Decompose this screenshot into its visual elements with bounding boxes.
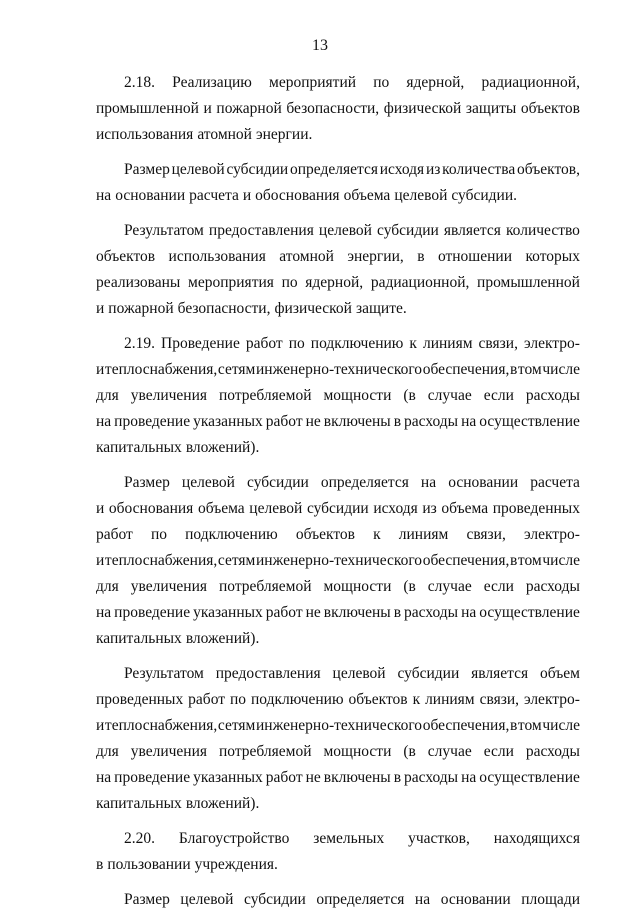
text-line (96, 600, 580, 626)
word: осуществление (479, 604, 580, 621)
word: определяется (320, 474, 409, 491)
word: включены (323, 413, 391, 430)
word: отношении (437, 248, 513, 265)
word: целевой (181, 474, 235, 491)
word: (в (403, 578, 416, 595)
word: Размер (124, 161, 170, 178)
word: расходы (525, 387, 580, 404)
word: определяется (290, 161, 378, 178)
word: целевой (180, 891, 234, 908)
word: ядерной, (305, 274, 364, 291)
word: объектов (295, 526, 355, 543)
word: сетям (217, 361, 256, 378)
word: и (96, 361, 105, 378)
word: обоснования (108, 500, 194, 517)
word: теплоснабжения, (104, 717, 218, 734)
word: случае (427, 743, 472, 760)
word: объектов (96, 248, 156, 265)
word: в (393, 413, 402, 430)
word: радиационной, (370, 274, 470, 291)
word: объем (540, 665, 580, 682)
word: по (281, 274, 298, 291)
text-line (96, 852, 580, 878)
word: атомной (197, 126, 252, 143)
text-line (96, 122, 580, 148)
word: безопасности, (286, 100, 380, 117)
word: для (96, 743, 119, 760)
word: земельных (313, 830, 385, 847)
word: линиям (422, 335, 473, 352)
text-line (96, 96, 580, 122)
word: основании (448, 474, 519, 491)
word: объектов (520, 100, 580, 117)
word: субсидии (306, 500, 369, 517)
word: линиям (425, 691, 475, 708)
word: Размер (124, 891, 170, 908)
text-line (96, 157, 580, 183)
word: Результатом (124, 222, 204, 239)
word: на (461, 769, 477, 786)
word: субсидии (226, 161, 289, 178)
word: проведенных (492, 500, 580, 517)
word: теплоснабжения, (104, 552, 218, 569)
word: расходы (525, 743, 580, 760)
word: инженерно-технического (256, 717, 423, 734)
paragraph (96, 331, 580, 461)
word: субсидии (244, 891, 306, 908)
word: исходя (379, 161, 425, 178)
word: осуществление (479, 769, 580, 786)
word: и (203, 100, 212, 117)
page-number: 13 (312, 37, 328, 54)
word: (в (403, 743, 416, 760)
text-line (96, 409, 580, 435)
text-line (96, 270, 580, 296)
word: целевой (394, 187, 448, 204)
word: вложений). (185, 795, 260, 812)
word: теплоснабжения, (104, 361, 218, 378)
word: пожарной (108, 300, 174, 317)
word: энергии. (255, 126, 313, 143)
text-line (96, 687, 580, 713)
word: к (412, 691, 421, 708)
word: к (409, 335, 417, 352)
text-line (96, 357, 580, 383)
text-line (96, 244, 580, 270)
word: подключению (310, 335, 404, 352)
word: и (242, 187, 252, 204)
word: вложений). (185, 439, 260, 456)
word: атомной (279, 248, 334, 265)
word: числе (542, 717, 580, 734)
word: том (517, 717, 542, 734)
word: защиты (465, 100, 517, 117)
paragraph (96, 470, 580, 652)
word: по (150, 526, 168, 543)
word: Размер (124, 474, 170, 491)
word: объектов (348, 691, 408, 708)
word: расходы (404, 413, 459, 430)
text-line (96, 765, 580, 791)
word: на (461, 413, 477, 430)
word: участков, (408, 830, 470, 847)
word: проведение (114, 413, 191, 430)
text-line (96, 470, 580, 496)
word: если (483, 578, 514, 595)
word: капитальных (96, 630, 182, 647)
word: безопасности, (177, 300, 271, 317)
word: в (393, 604, 402, 621)
word: числе (542, 361, 580, 378)
text-line (96, 522, 580, 548)
text-line (96, 713, 580, 739)
word: электро- (523, 526, 580, 543)
word: случае (427, 387, 472, 404)
text-line (96, 296, 580, 322)
word: является (471, 665, 529, 682)
word: в (417, 248, 425, 265)
word: не (305, 413, 321, 430)
word: субсидии (377, 222, 439, 239)
word: потребляемой (219, 578, 312, 595)
text-line (96, 331, 580, 357)
text-line (96, 887, 580, 913)
word: расходы (404, 604, 459, 621)
word: объема (441, 500, 489, 517)
word: 2.19. (124, 335, 155, 352)
text-line (96, 218, 580, 244)
word: указанных (193, 604, 263, 621)
word: осуществление (479, 413, 580, 430)
word: подключению (250, 691, 344, 708)
word: в (393, 769, 402, 786)
word: определяется (316, 891, 405, 908)
word: и (96, 500, 105, 517)
word: если (483, 743, 514, 760)
paragraph (96, 826, 580, 878)
word: увеличения (130, 743, 208, 760)
word: если (483, 387, 514, 404)
word: проведение (114, 604, 191, 621)
word: обеспечения, (422, 717, 510, 734)
word: мощности (323, 578, 392, 595)
word: в (509, 552, 518, 569)
paragraph (96, 157, 580, 209)
word: мероприятий (269, 74, 357, 91)
word: энергии, (347, 248, 404, 265)
word: линиям (398, 526, 449, 543)
word: по (373, 74, 390, 91)
word: исходя (373, 500, 418, 517)
word: на (96, 413, 112, 430)
word: физической (383, 100, 462, 117)
word: расчета (530, 474, 580, 491)
word: мощности (323, 743, 392, 760)
word: основании (115, 187, 186, 204)
word: случае (427, 578, 472, 595)
word: радиационной, (481, 74, 580, 91)
word: мощности (323, 387, 392, 404)
word: промышленной (96, 100, 199, 117)
paragraph (96, 70, 580, 148)
word: целевой (332, 665, 386, 682)
text-line (96, 826, 580, 852)
word: работ (265, 413, 303, 430)
word: находящихся (493, 830, 580, 847)
word: потребляемой (219, 743, 312, 760)
word: учреждения. (194, 856, 278, 873)
text-line (96, 574, 580, 600)
word: физической (274, 300, 352, 317)
word: том (517, 361, 542, 378)
word: включены (323, 604, 391, 621)
word: которых (525, 248, 580, 265)
word: на (96, 604, 112, 621)
word: на (414, 891, 431, 908)
text-line (96, 791, 580, 817)
word: увеличения (130, 578, 208, 595)
word: пожарной (216, 100, 282, 117)
word: из (422, 500, 437, 517)
word: субсидии (247, 474, 309, 491)
word: площади (521, 891, 580, 908)
word: пользовании (107, 856, 191, 873)
word: на (420, 474, 437, 491)
word: в (509, 717, 518, 734)
word: на (461, 604, 477, 621)
word: увеличения (130, 387, 208, 404)
word: объема (343, 187, 391, 204)
word: числе (542, 552, 580, 569)
word: использования (96, 126, 194, 143)
paragraph (96, 887, 580, 913)
word: ядерной, (406, 74, 465, 91)
word: из (425, 161, 441, 178)
word: указанных (193, 769, 263, 786)
word: к (373, 526, 381, 543)
word: количество (505, 222, 580, 239)
word: работ (245, 335, 283, 352)
word: связи, (479, 691, 519, 708)
word: и (96, 552, 105, 569)
word: сетям (217, 717, 256, 734)
word: потребляемой (219, 387, 312, 404)
paragraph (96, 661, 580, 817)
word: указанных (193, 413, 263, 430)
word: сетям (217, 552, 256, 569)
word: Благоустройство (178, 830, 290, 847)
word: не (305, 769, 321, 786)
word: расчета (189, 187, 239, 204)
text-line (96, 626, 580, 652)
word: является (443, 222, 501, 239)
text-line (96, 548, 580, 574)
word: включены (323, 769, 391, 786)
word: Реализацию (172, 74, 252, 91)
text-line (96, 496, 580, 522)
word: Проведение (161, 335, 240, 352)
word: предоставления (208, 222, 314, 239)
word: по (288, 335, 305, 352)
word: объектов, (516, 161, 580, 178)
word: капитальных (96, 795, 182, 812)
document-body (96, 70, 580, 922)
word: расходы (404, 769, 459, 786)
word: защите. (355, 300, 407, 317)
text-line (96, 739, 580, 765)
word: инженерно-технического (256, 552, 423, 569)
word: 2.20. (124, 830, 155, 847)
word: инженерно-технического (256, 361, 423, 378)
word: том (517, 552, 542, 569)
word: и (96, 300, 105, 317)
word: целевой (171, 161, 225, 178)
word: объема (197, 500, 245, 517)
word: обеспечения, (422, 361, 510, 378)
word: для (96, 387, 119, 404)
word: работ (96, 526, 133, 543)
text-line (96, 435, 580, 461)
text-line (96, 183, 580, 209)
word: основании (440, 891, 511, 908)
word: подключению (185, 526, 278, 543)
word: работ (265, 769, 303, 786)
word: для (96, 578, 119, 595)
word: проведение (114, 769, 191, 786)
word: электро- (523, 691, 580, 708)
word: и (96, 717, 105, 734)
word: проведенных (96, 691, 184, 708)
word: обеспечения, (422, 552, 510, 569)
word: субсидии (397, 665, 460, 682)
word: обоснования (255, 187, 340, 204)
word: промышленной (477, 274, 580, 291)
paragraph (96, 218, 580, 322)
word: по (229, 691, 247, 708)
word: целевой (249, 500, 303, 517)
word: мероприятия (188, 274, 274, 291)
word: расходы (525, 578, 580, 595)
text-line (96, 383, 580, 409)
word: реализованы (96, 274, 181, 291)
word: субсидии. (451, 187, 517, 204)
word: в (96, 856, 104, 873)
word: целевой (318, 222, 372, 239)
word: не (305, 604, 321, 621)
word: капитальных (96, 439, 182, 456)
word: работ (188, 691, 226, 708)
word: количества (442, 161, 516, 178)
word: Результатом (124, 665, 204, 682)
word: на (96, 187, 112, 204)
word: связи, (466, 526, 506, 543)
word: работ (265, 604, 303, 621)
word: использования (168, 248, 266, 265)
word: электро- (523, 335, 580, 352)
text-line (96, 70, 580, 96)
word: 2.18. (124, 74, 155, 91)
word: на (96, 769, 112, 786)
word: (в (403, 387, 416, 404)
word: вложений). (185, 630, 260, 647)
word: в (509, 361, 518, 378)
word: связи, (478, 335, 518, 352)
word: предоставления (215, 665, 321, 682)
text-line (96, 661, 580, 687)
